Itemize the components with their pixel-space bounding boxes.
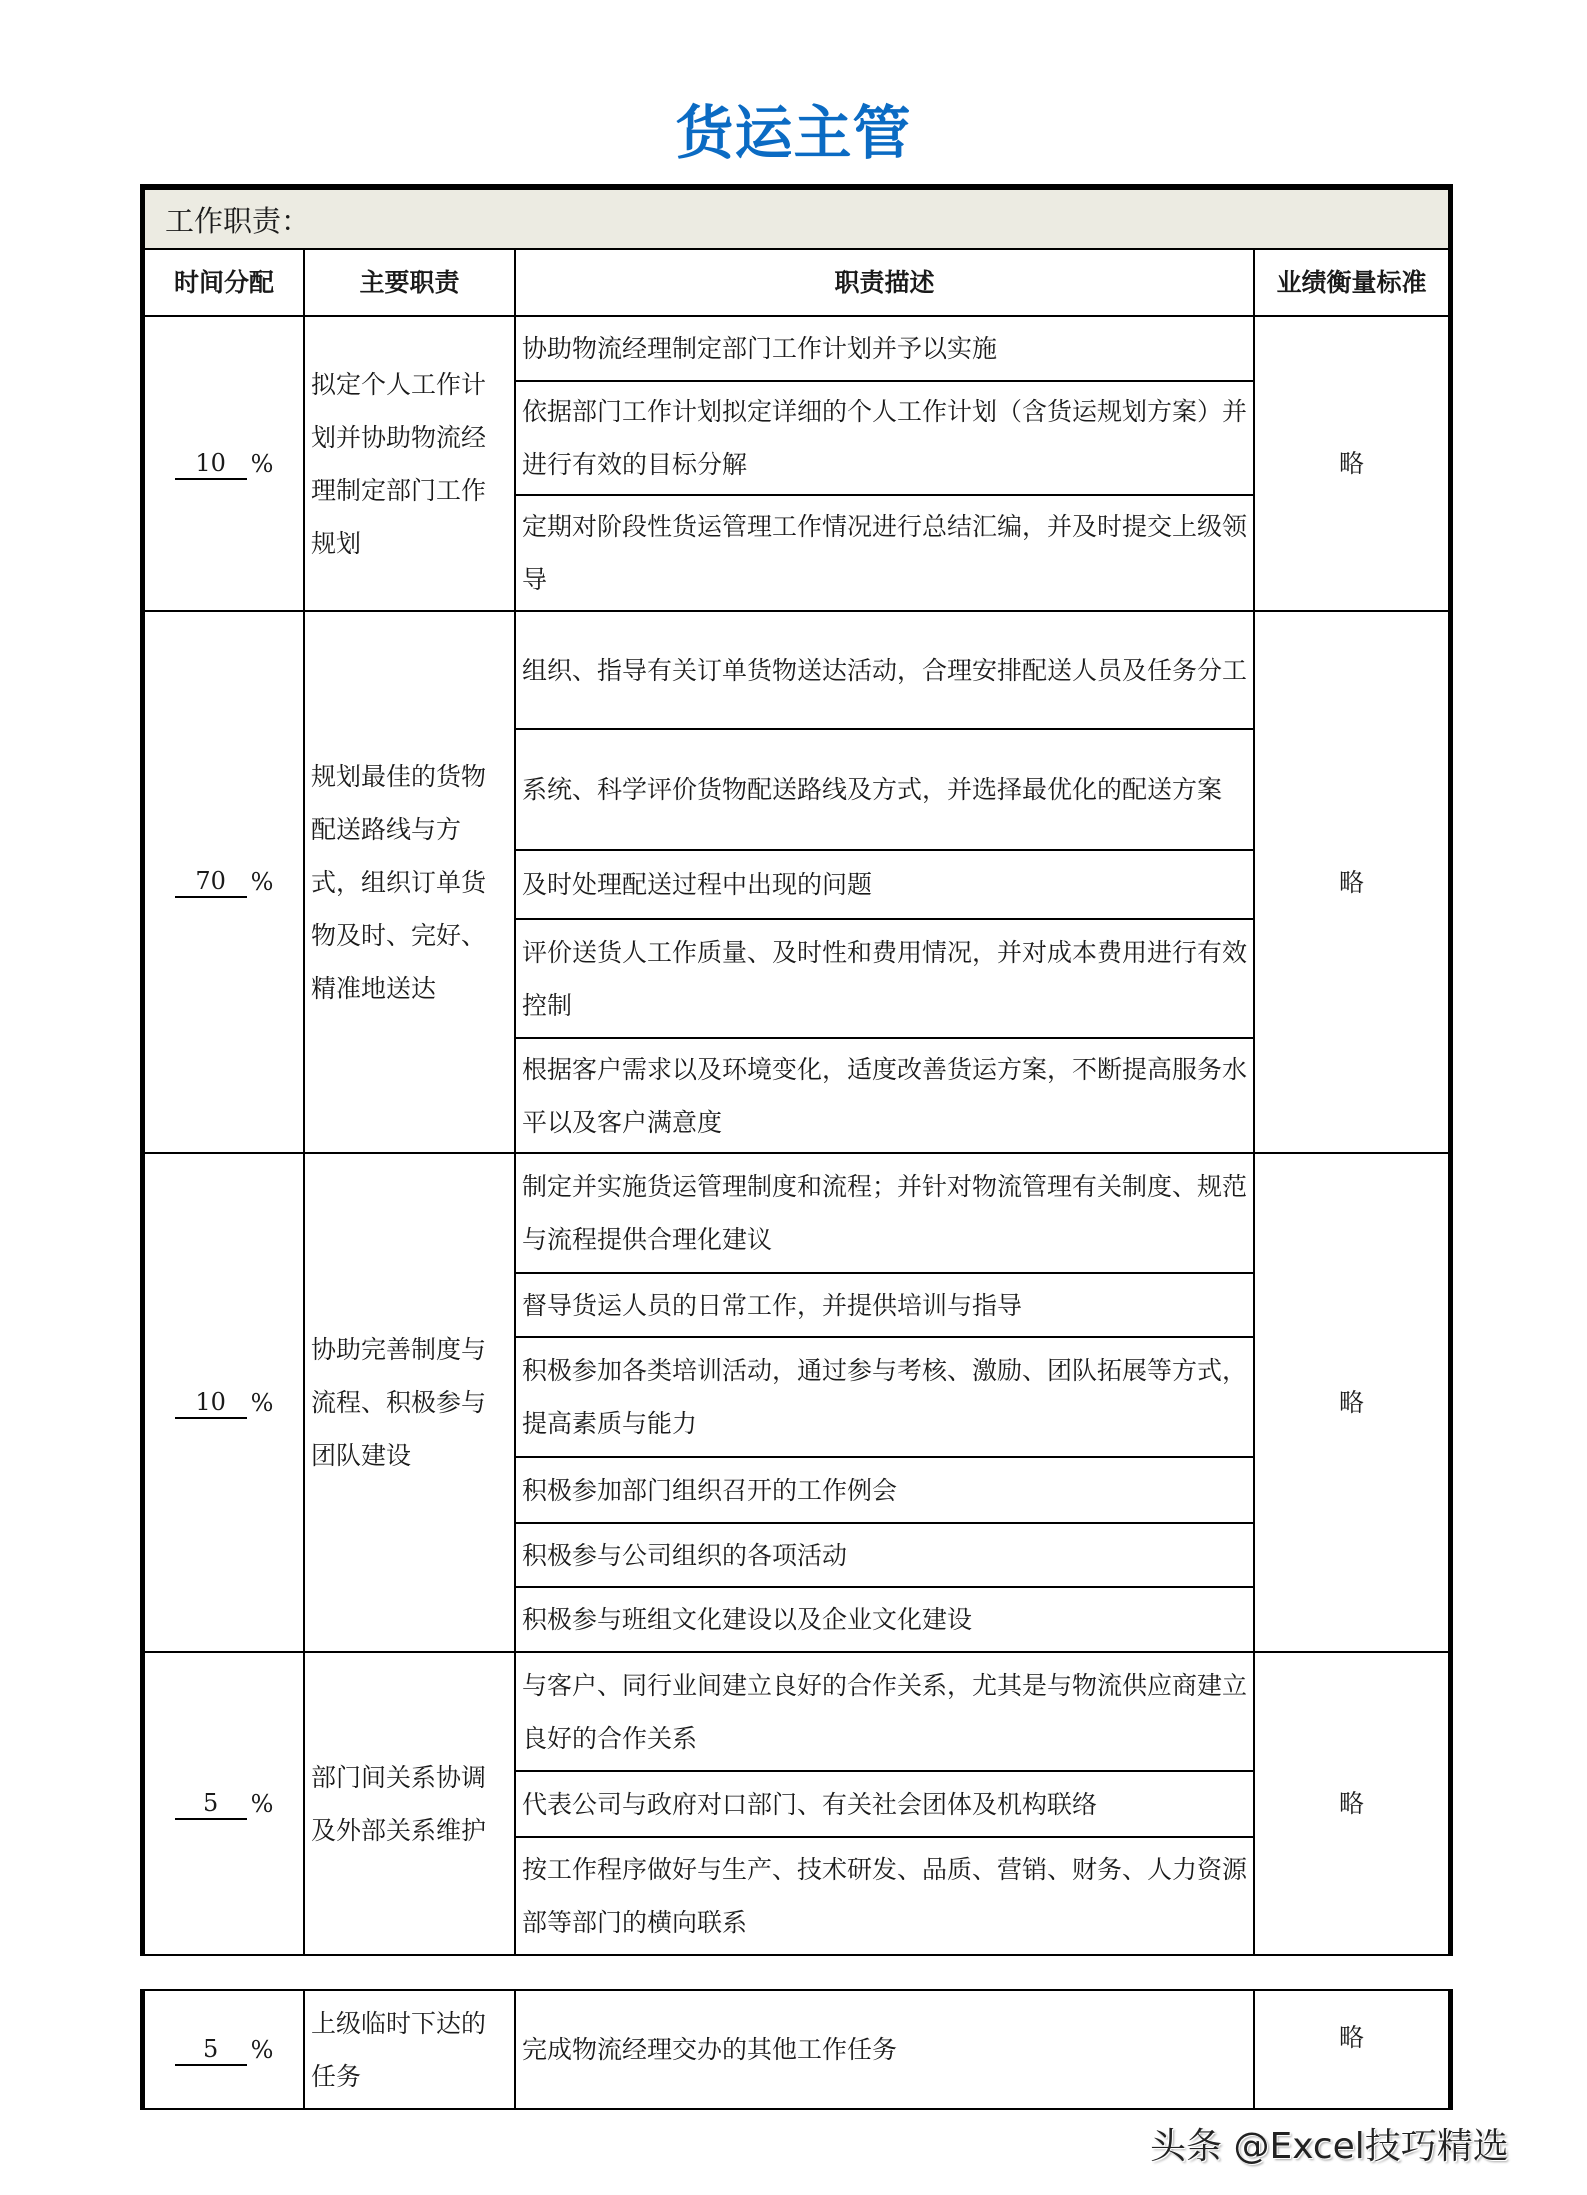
metric-text: 略 [1338,1789,1364,1818]
time-percent-value: 10 [175,1387,247,1419]
desc-text: 定期对阶段性货运管理工作情况进行总结汇编，并及时提交上级领导 [522,512,1248,594]
col-header-duty: 主要职责 [305,250,516,317]
duty-cell [305,1653,516,1956]
desc-cell [516,317,1255,382]
desc-cell [516,1588,1255,1653]
time-cell [145,612,305,1154]
desc-cell [516,1154,1255,1274]
desc-text: 及时处理配送过程中出现的问题 [522,870,873,899]
duty-text: 规划最佳的货物配送路线与方式，组织订单货物及时、完好、精准地送达 [311,761,487,1003]
extra-duty-cell [305,1991,516,2108]
desc-cell [516,920,1255,1039]
time-percent-value: 70 [175,866,247,898]
desc-text: 积极参与公司组织的各项活动 [522,1540,848,1570]
metric-text: 略 [1338,449,1364,478]
desc-text: 系统、科学评价货物配送路线及方式，并选择最优化的配送方案 [522,775,1223,804]
metric-cell [1255,317,1448,612]
duty-text: 拟定个人工作计划并协助物流经理制定部门工作规划 [311,369,487,558]
extra-metric-text: 略 [1338,2023,1364,2052]
desc-cell [516,730,1255,851]
desc-text: 制定并实施货运管理制度和流程；并针对物流管理有关制度、规范与流程提供合理化建议 [522,1172,1248,1254]
time-cell [145,317,305,612]
percent-sign: % [250,449,274,478]
desc-cell [516,382,1255,496]
duty-cell [305,612,516,1154]
desc-cell [516,1274,1255,1338]
metric-text: 略 [1338,1388,1364,1417]
desc-text: 积极参与班组文化建设以及企业文化建设 [522,1605,973,1634]
desc-text: 根据客户需求以及环境变化，适度改善货运方案，不断提高服务水平以及客户满意度 [522,1054,1248,1137]
watermark: 头条 @Excel技巧精选 [1150,2126,1509,2167]
time-percent-value: 5 [175,1788,247,1820]
duty-text: 部门间关系协调及外部关系维护 [311,1762,487,1845]
desc-cell [516,1838,1255,1956]
desc-text: 代表公司与政府对口部门、有关社会团体及机构联络 [522,1789,1098,1819]
desc-cell [516,1524,1255,1588]
extra-desc-cell [516,1991,1255,2108]
desc-text: 积极参加各类培训活动，通过参与考核、激励、团队拓展等方式，提高素质与能力 [522,1356,1248,1438]
desc-cell [516,851,1255,920]
desc-text: 按工作程序做好与生产、技术研发、品质、营销、财务、人力资源部等部门的横向联系 [522,1855,1248,1937]
section-label-text: 工作职责： [165,203,311,238]
time-percent-value: 10 [175,448,247,480]
time-cell [145,1154,305,1653]
col-header-desc: 职责描述 [516,250,1255,317]
time-cell [145,1653,305,1956]
col-header-metric: 业绩衡量标准 [1255,250,1448,317]
desc-text: 积极参加部门组织召开的工作例会 [522,1475,898,1505]
col-header-time: 时间分配 [145,250,305,317]
metric-cell [1255,1653,1448,1956]
percent-sign: % [250,1789,274,1818]
extra-metric-cell [1255,1991,1448,2108]
desc-cell [516,1653,1255,1772]
metric-text: 略 [1338,867,1364,897]
page-title: 货运主管 [675,99,912,167]
extra-time-value: 5 [175,2034,247,2066]
desc-cell [516,1338,1255,1458]
extra-desc-text: 完成物流经理交办的其他工作任务 [522,2035,898,2064]
desc-cell [516,1039,1255,1154]
desc-text: 协助物流经理制定部门工作计划并予以实施 [522,334,998,363]
percent-sign: % [250,868,274,896]
desc-text: 评价送货人工作质量、及时性和费用情况，并对成本费用进行有效控制 [522,937,1248,1020]
desc-text: 督导货运人员的日常工作，并提供培训与指导 [522,1290,1023,1320]
desc-cell [516,1772,1255,1838]
desc-cell [516,496,1255,612]
percent-sign: % [250,1388,274,1417]
extra-duty-text: 上级临时下达的任务 [311,2008,487,2091]
duty-cell [305,317,516,612]
duty-cell [305,1154,516,1653]
duty-text: 协助完善制度与流程、积极参与团队建设 [311,1335,487,1470]
desc-cell [516,612,1255,730]
desc-text: 与客户、同行业间建立良好的合作关系，尤其是与物流供应商建立良好的合作关系 [522,1670,1248,1753]
section-label [145,184,1448,250]
metric-cell [1255,612,1448,1154]
desc-text: 依据部门工作计划拟定详细的个人工作计划（含货运规划方案）并进行有效的目标分解 [522,397,1248,479]
desc-cell [516,1458,1255,1524]
metric-cell [1255,1154,1448,1653]
desc-text: 组织、指导有关订单货物送达活动，合理安排配送人员及任务分工 [522,655,1248,685]
extra-time-cell: 5 % [145,1991,305,2108]
